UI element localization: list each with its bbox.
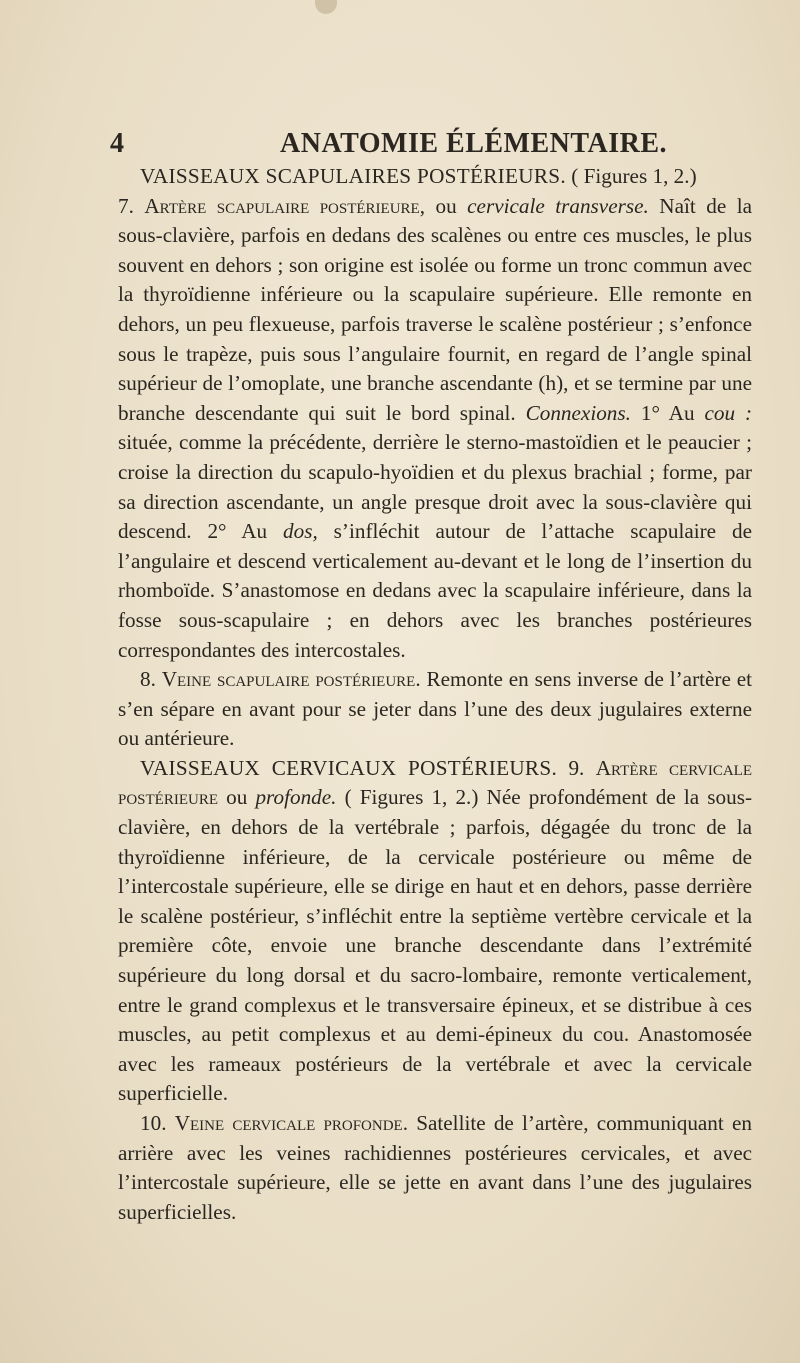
binding-hole	[315, 0, 337, 14]
entry-label: Veine scapulaire postérieure.	[161, 667, 421, 692]
running-title: ANATOMIE ÉLÉMENTAIRE.	[280, 128, 667, 159]
entry-number: 8.	[140, 667, 156, 692]
entry-connector: , ou	[419, 193, 468, 218]
connexion-1-text: située, comme la précédente, derrière le sterno-mastoïdien et le peaucier ; croise la direction du scapulo-hyoïdien et du plexus brachial ; forme, par sa direction ascendante, un angle presque droit avec la sous-clavière qui descend.	[118, 430, 752, 544]
entry-text: Naît de la sous-clavière, parfois en dedans des scalènes ou entre ces muscles, le plus souvent en dehors ; son origine est isolée ou forme un tronc commun avec la thyroïdienne inférieure ou la scapulaire supérieure. Elle remonte en dehors, un peu flexueuse, parfois traverse le scalène postérieur ; s’enfonce sous le trapèze, puis sous l’angulaire fournit, en regard de l’angle spinal supérieur de l’omoplate, une branche ascendante (h), et se termine par une branche descendante qui suit le bord spinal.	[118, 193, 752, 425]
entry-text: Satellite de l’artère, communiquant en arrière avec les veines rachidiennes postérieures cervicales, et avec l’intercostale supérieure, elle se jette en avant dans l’une des jugulaires superficielles.	[118, 1111, 752, 1224]
entry-number: 7.	[118, 193, 134, 218]
connexion-1-prefix: 1° Au	[630, 400, 705, 425]
section-scapular-vessels	[118, 162, 752, 192]
connexions-label: Connexions.	[525, 400, 631, 425]
page-number: 4	[110, 128, 124, 159]
page-header	[110, 128, 670, 164]
entry-10	[118, 1109, 752, 1227]
entry-alt-name: cervicale transverse.	[467, 193, 649, 218]
connexion-2-text: s’infléchit autour de l’attache scapulaire de l’angulaire et descend verticalement au-devant et le long de l’insertion du rhomboïde. S’anastomose en dedans avec la scapulaire inférieure, dans la fosse sous-scapulaire ; en dehors avec les branches postérieures correspondantes des intercostales.	[118, 519, 752, 662]
page-body	[118, 162, 752, 1227]
section-title: VAISSEAUX CERVICAUX POSTÉRIEURS.	[140, 755, 558, 780]
connexion-2-prefix: 2° Au	[207, 519, 284, 544]
connexion-2-place: dos,	[283, 519, 318, 544]
entry-text: Née profondément de la sous-clavière, en dehors de la vertébrale ; parfois, dégagée du tronc de la thyroïdienne inférieure, de la cervicale postérieure ou même de l’intercostale supérieure, elle se dirige en haut et en dehors, passe derrière le scalène postérieur, s’infléchit entre la septième vertèbre cervicale et la première côte, envoie une branche descendante dans l’extrémité supérieure du long dorsal et du sacro-lombaire, remonte verticalement, entre le grand complexus et le transversaire épineux, et se distribue à ces muscles, au petit complexus et au demi-épineux du cou. Anastomosée avec les rameaux postérieurs de la vertébrale et avec la cervicale superficielle.	[118, 785, 753, 1106]
entry-7	[118, 192, 752, 666]
entry-text: Remonte en sens inverse de l’artère et s’en sépare en avant pour se jeter dans l’une des deux jugulaires externe ou antérieure.	[118, 667, 752, 751]
entry-number: 10.	[140, 1111, 167, 1135]
entry-label: Artère cervicale postérieure	[118, 755, 753, 810]
entry-9	[118, 754, 752, 1109]
section-title: VAISSEAUX SCAPULAIRES POSTÉRIEURS.	[140, 164, 566, 188]
entry-connector: ou	[218, 785, 256, 810]
figure-reference: ( Figures 1, 2.)	[571, 164, 697, 188]
connexion-1-place: cou :	[704, 400, 753, 425]
entry-alt-name: profonde.	[255, 785, 337, 810]
entry-label: Artère scapulaire postérieure	[144, 193, 420, 218]
figure-reference: ( Figures 1, 2.)	[336, 785, 479, 810]
entry-number: 9.	[568, 755, 585, 780]
entry-8	[118, 665, 752, 754]
entry-label: Veine cervicale profonde.	[174, 1111, 408, 1135]
